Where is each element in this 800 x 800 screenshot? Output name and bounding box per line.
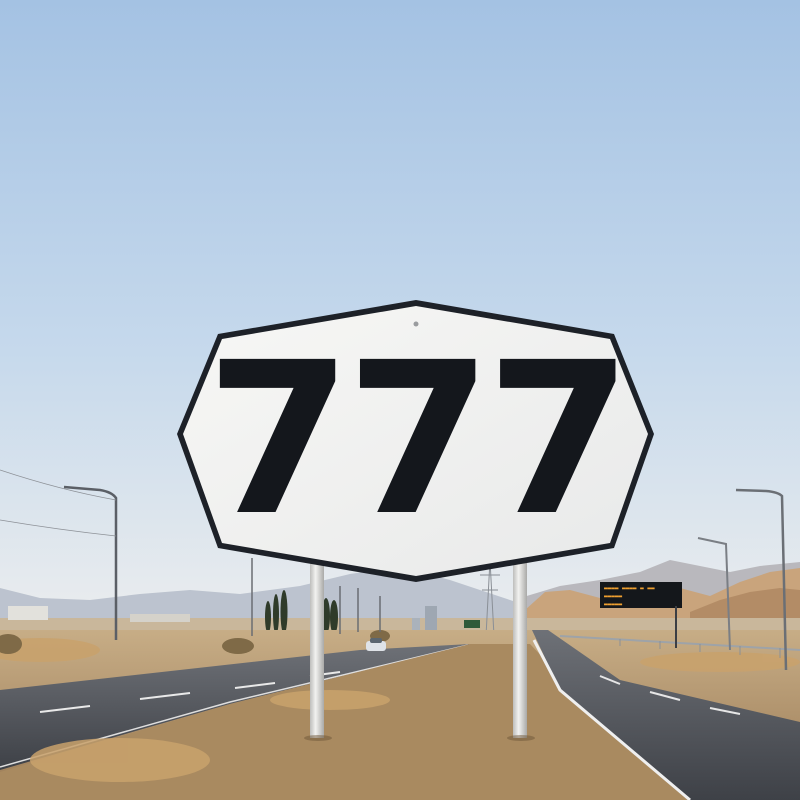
highway-shield-sign bbox=[177, 300, 654, 582]
building-left-2 bbox=[130, 614, 190, 622]
building-left bbox=[8, 606, 48, 620]
route-number: 777 bbox=[205, 317, 627, 562]
sign-post-right bbox=[513, 540, 527, 738]
green-sign bbox=[464, 620, 480, 628]
message-board-line-3: ▬▬▬▬▬ bbox=[604, 601, 623, 608]
post-shadow-right bbox=[507, 735, 535, 741]
sign-post-left bbox=[310, 540, 324, 738]
message-board-line-1: ▬▬▬▬ ▬▬▬▬ ▬ ▬▬ bbox=[604, 585, 655, 592]
post-shadow-left bbox=[304, 735, 332, 741]
message-board-line-2: ▬▬▬▬▬ bbox=[604, 593, 623, 600]
